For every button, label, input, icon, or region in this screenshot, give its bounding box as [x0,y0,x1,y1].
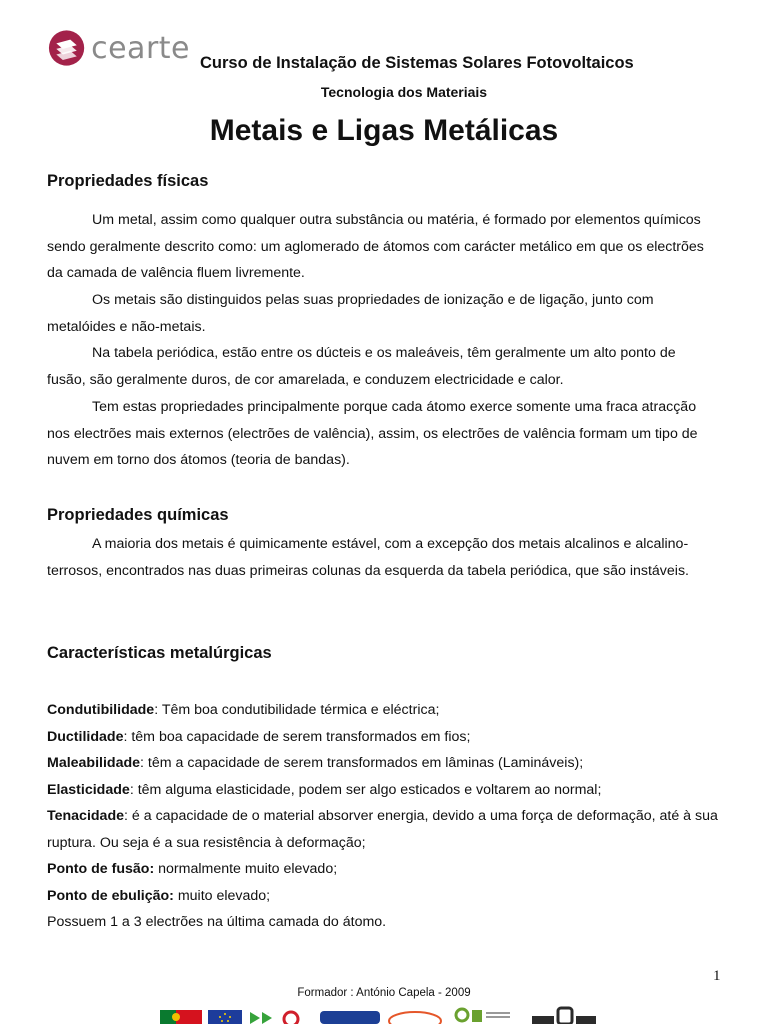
cearte-logo [48,26,190,70]
list-item [47,883,727,910]
term-elasticidade: Elasticidade [47,781,130,798]
closing-line: Possuem 1 a 3 electrões na última camada do átomo. [47,914,387,930]
term-ponto-de-fusao: Ponto de fusão: [47,861,155,877]
paragraph-fisicas-3: Na tabela periódica, estão entre os dúcteis e os maleáveis, têm geralmente um alto ponto de fusão, são geralmente duros, de cor amarelada, e conduzem electricidade e calor. [47,345,676,388]
term-maleabilidade: Maleabilidade [47,755,141,771]
paragraph-fisicas-2: Os metais são distinguidos pelas suas propriedades de ionização e de ligação, junto com metalóides e não-metais. [47,292,654,335]
list-item [47,777,727,804]
term-tenacidade: Tenacidade [47,808,125,824]
section-heading-quimicas: Propriedades químicas [47,506,229,524]
logo-text: cearte [91,30,190,66]
term-description: : é a capacidade de o material absorver energia, devido a uma força de deformação, até à sua ruptura. Ou seja é a sua resistência à deformação; [47,808,718,851]
dgert-logo-icon [389,1012,441,1024]
green-arrow-logo-icon [250,1012,272,1024]
term-ponto-de-ebulicao: Ponto de ebulição: [47,887,174,904]
course-subtitle: Tecnologia dos Materiais [320,84,488,100]
term-description: : têm boa capacidade de serem transformados em fios; [123,728,471,745]
footer-author: Formador : António Capela - 2009 [297,987,471,999]
term-description: normalmente muito elevado; [154,861,338,877]
term-description: : têm a capacidade de serem transformados em lâminas (Lamináveis); [140,755,584,771]
paragraph-fisicas-4: Tem estas propriedades principalmente porque cada átomo exerce somente uma fraca atracção nos electrões mais externos (electrões de valência), assim, os electrões de valência formam um tipo de nuvem em torno dos átomos (teoria de bandas). [47,399,698,468]
sponsor-logos-strip [160,1006,610,1024]
list-item [47,856,727,883]
red-swirl-logo-icon [284,1012,298,1024]
list-item [47,724,727,751]
page-title: Metais e Ligas Metálicas [209,114,559,147]
eu-flag-icon [208,1010,242,1024]
section-heading-fisicas: Propriedades físicas [47,172,209,190]
sponsor-logos [160,1006,610,1024]
blue-logo-icon [320,1011,380,1024]
course-title: Curso de Instalação de Sistemas Solares Fotovoltaicos [200,54,634,72]
list-item [47,750,727,777]
list-item [47,697,727,724]
section-heading-metalurgicas: Características metalúrgicas [47,644,272,662]
term-description: : têm alguma elasticidade, podem ser algo esticados e voltarem ao normal; [129,781,602,798]
term-description: muito elevado; [173,887,271,904]
page-number: 1 [713,968,721,984]
list-item [47,803,727,856]
paragraph-quimicas: A maioria dos metais é quimicamente estável, com a excepção dos metais alcalinos e alcalino-terrosos, encontrados nas duas primeiras colunas da esquerda da tabela periódica, que são instáveis. [47,536,689,579]
term-ductilidade: Ductilidade [47,728,124,745]
poph-logo-icon [532,1008,596,1024]
term-description: : Têm boa condutibilidade térmica e eléctrica; [154,702,440,718]
term-condutibilidade: Condutibilidade [47,702,155,718]
characteristics-list [47,697,727,936]
cearte-logo-icon [48,28,85,68]
portugal-flag-icon [160,1010,202,1024]
qren-logo-icon [456,1009,510,1022]
paragraph-fisicas-1: Um metal, assim como qualquer outra substância ou matéria, é formado por elementos químicos sendo geralmente descrito como: um aglomerado de átomos com carácter metálico em que os electrões da camada de valência fluem livremente. [47,212,704,281]
